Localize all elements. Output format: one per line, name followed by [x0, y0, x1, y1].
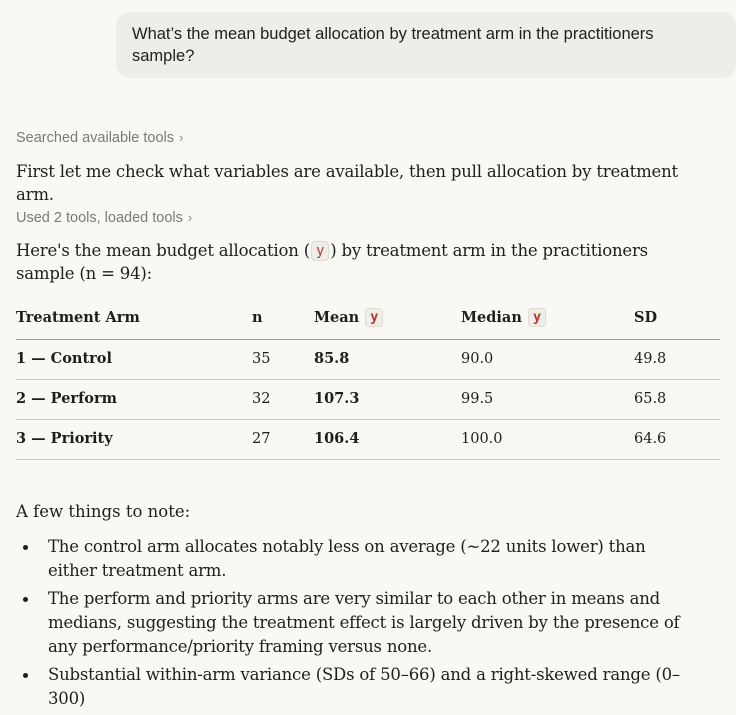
answer-text-before: Here's the mean budget allocation (: [16, 241, 310, 260]
cell-arm: 1 — Control: [16, 350, 112, 367]
chevron-right-icon: ›: [179, 130, 184, 145]
header-n: n: [252, 309, 263, 326]
table-row: [16, 420, 720, 460]
cell-median: 99.5: [461, 391, 494, 407]
cell-sd: 65.8: [634, 391, 667, 407]
header-median: [461, 300, 547, 336]
header-sd: SD: [634, 309, 658, 326]
bullet-icon: [23, 673, 28, 678]
header-mean: [314, 300, 384, 336]
note-text: Substantial within-arm variance (SDs of 50–66) and a right-skewed range (0–300): [48, 665, 680, 708]
tool-summary-searched[interactable]: [16, 129, 183, 147]
header-mean-label: Mean: [314, 309, 360, 326]
answer-paragraph: [16, 239, 696, 285]
cell-mean: 107.3: [314, 390, 360, 407]
inline-code-variable: y: [365, 308, 383, 327]
table-header-row: [16, 300, 720, 340]
note-text: The perform and priority arms are very similar to each other in means and medians, suggesting the treatment effect is largely driven by the presence of any performance/priority framing versus none.: [48, 589, 680, 656]
list-item: [16, 663, 696, 711]
cell-median: 100.0: [461, 431, 503, 447]
bullet-icon: [23, 597, 28, 602]
table-row: [16, 340, 720, 380]
cell-sd: 64.6: [634, 431, 667, 447]
inline-code-variable: y: [311, 241, 329, 261]
answer-text-after: ) by treatment arm in the practitioners sample (n = 94):: [16, 241, 648, 283]
tool-summary-label: Used 2 tools, loaded tools: [16, 210, 183, 226]
chevron-right-icon: ›: [187, 210, 193, 225]
notes-list: [16, 535, 696, 715]
user-message-text: What’s the mean budget allocation by treatment arm in the practitioners sample?: [132, 25, 654, 65]
tool-summary-label: Searched available tools: [16, 130, 174, 146]
intro-paragraph: First let me check what variables are available, then pull allocation by treatment arm.: [16, 162, 678, 204]
cell-arm: 3 — Priority: [16, 430, 113, 447]
cell-arm: 2 — Perform: [16, 390, 117, 407]
tool-summary-used[interactable]: [16, 209, 192, 227]
allocation-table: [16, 300, 720, 460]
table-row: [16, 380, 720, 420]
cell-n: 32: [252, 391, 271, 407]
header-median-label: Median: [461, 309, 522, 326]
header-treatment-arm: Treatment Arm: [16, 309, 140, 326]
cell-mean: 106.4: [314, 430, 360, 447]
cell-median: 90.0: [461, 351, 494, 367]
cell-n: 35: [252, 351, 271, 367]
notes-heading: A few things to note:: [16, 502, 191, 521]
cell-mean: 85.8: [314, 350, 350, 367]
cell-sd: 49.8: [634, 351, 667, 367]
inline-code-variable: y: [528, 308, 546, 327]
list-item: [16, 587, 696, 659]
user-message-bubble: [116, 12, 736, 78]
bullet-icon: [23, 545, 28, 550]
cell-n: 27: [252, 431, 271, 447]
list-item: [16, 535, 696, 583]
note-text: The control arm allocates notably less on average (~22 units lower) than either treatment arm.: [48, 537, 646, 580]
